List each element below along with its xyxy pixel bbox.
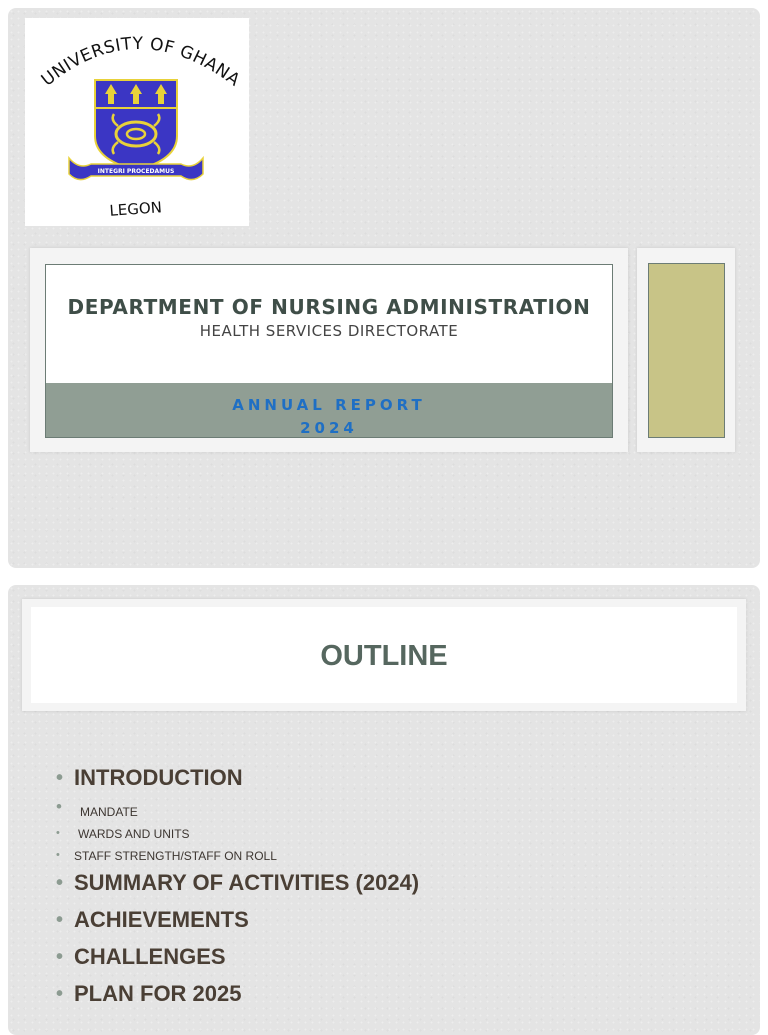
list-item-label: CHALLENGES xyxy=(74,944,226,969)
bullet-icon: • xyxy=(56,849,60,861)
outline-title-frame xyxy=(22,599,746,711)
accent-block xyxy=(648,263,725,438)
list-item xyxy=(56,981,736,1018)
list-item-label: INTRODUCTION xyxy=(74,765,243,790)
list-item xyxy=(56,907,736,944)
outline-title-box xyxy=(31,607,737,703)
logo-motto: INTEGRI PROCEDAMUS xyxy=(97,168,175,175)
university-logo xyxy=(25,18,249,226)
bullet-icon: • xyxy=(56,872,64,894)
bullet-icon: • xyxy=(56,909,64,931)
directorate-subtitle: HEALTH SERVICES DIRECTORATE xyxy=(199,322,459,340)
outline-title: OUTLINE xyxy=(320,640,448,672)
list-item-label: STAFF STRENGTH/STAFF ON ROLL xyxy=(74,849,277,863)
list-item xyxy=(56,797,736,826)
list-item-label: SUMMARY OF ACTIVITIES (2024) xyxy=(74,870,420,895)
department-title: DEPARTMENT OF NURSING ADMINISTRATION xyxy=(67,295,591,319)
bullet-icon: • xyxy=(56,827,60,839)
list-item xyxy=(56,848,736,870)
bullet-icon: • xyxy=(56,983,64,1005)
accent-frame xyxy=(637,248,735,452)
outline-slide xyxy=(8,585,760,1035)
logo-arc-text: UNIVERSITY OF GHANA xyxy=(37,33,244,91)
list-item xyxy=(56,870,736,907)
bullet-icon: • xyxy=(56,797,62,816)
title-box xyxy=(45,264,613,438)
list-item xyxy=(56,944,736,981)
report-band xyxy=(46,383,612,437)
report-year: 2024 xyxy=(300,419,358,437)
title-slide xyxy=(8,8,760,568)
list-item-label: WARDS AND UNITS xyxy=(78,827,190,841)
list-item-label: PLAN FOR 2025 xyxy=(74,981,242,1006)
list-item-label: ACHIEVEMENTS xyxy=(74,907,249,932)
bullet-icon: • xyxy=(56,767,64,789)
bullet-icon: • xyxy=(56,946,64,968)
annual-report-label: ANNUAL REPORT xyxy=(232,396,426,414)
list-item xyxy=(56,826,736,848)
list-item xyxy=(56,765,736,802)
university-crest-icon xyxy=(25,18,249,226)
outline-list xyxy=(56,765,736,1018)
title-frame xyxy=(30,248,628,452)
list-item-label: MANDATE xyxy=(80,805,138,819)
logo-bottom-text: LEGON xyxy=(108,198,163,220)
